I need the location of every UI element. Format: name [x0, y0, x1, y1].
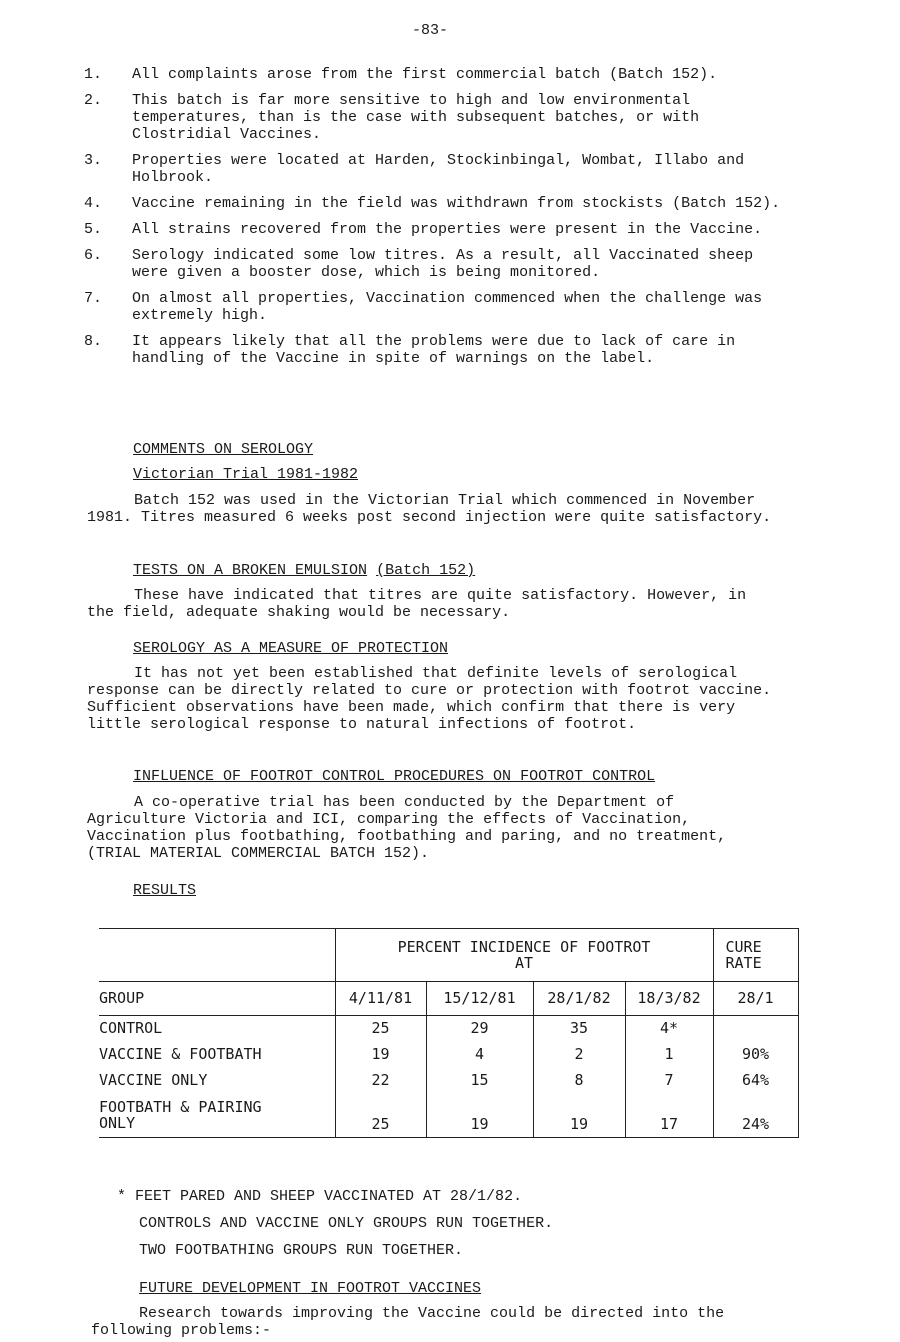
cure-cell: [713, 1016, 798, 1042]
influence-heading: INFLUENCE OF FOOTROT CONTROL PROCEDURES ON FOOTROT CONTROL: [133, 768, 656, 785]
table-row: [99, 1042, 798, 1068]
future-text: Research towards improving the Vaccine could be directed into the following problems:-: [91, 1305, 725, 1339]
item-text: All complaints arose from the first commercial batch (Batch 152).: [132, 66, 718, 83]
broken-emulsion-batch: (Batch 152): [376, 562, 476, 579]
page-number: -83-: [411, 22, 448, 39]
item-number: 4.: [84, 195, 103, 212]
item-text: Properties were located at Harden, Stockinbingal, Wombat, Illabo and Holbrook.: [132, 152, 745, 186]
item-text: Vaccine remaining in the field was withdrawn from stockists (Batch 152).: [132, 195, 781, 212]
findings-list: [84, 66, 784, 376]
note-line: TWO FOOTBATHING GROUPS RUN TOGETHER.: [139, 1242, 464, 1259]
value-cell: 22: [335, 1068, 426, 1094]
future-heading: FUTURE DEVELOPMENT IN FOOTROT VACCINES: [139, 1280, 482, 1297]
results-heading: RESULTS: [133, 882, 197, 899]
item-text: On almost all properties, Vaccination commenced when the challenge was extremely high.: [132, 290, 763, 324]
date-header: 4/11/81: [335, 982, 426, 1016]
incidence-header: [335, 929, 713, 982]
cure-rate-header-text: CURE RATE: [725, 938, 762, 972]
list-item: [84, 333, 784, 367]
list-item: [84, 152, 784, 186]
cure-date-header: 28/1: [713, 982, 798, 1016]
value-cell: 15: [426, 1068, 533, 1094]
influence-text: A co-operative trial has been conducted by the Department of Agriculture Victoria and ICI, comparing the effects of Vaccination, Vaccination plus footbathing, footbathing and paring, and no treatment, (TRIAL MATERIAL COMMERCIAL BATCH 152).: [87, 794, 727, 862]
broken-emulsion-heading: [133, 562, 475, 579]
item-text: This batch is far more sensitive to high and low environmental temperatures, than is the case with subsequent batches, or with Clostridial Vaccines.: [132, 92, 700, 143]
group-cell: VACCINE ONLY: [99, 1071, 208, 1089]
comments-heading: COMMENTS ON SEROLOGY: [133, 441, 314, 458]
victorian-trial-text: Batch 152 was used in the Victorian Trial which commenced in November 1981. Titres measured 6 weeks post second injection were quite satisfactory.: [87, 492, 772, 526]
value-cell: 19: [533, 1094, 625, 1138]
date-header: 28/1/82: [533, 982, 625, 1016]
broken-emulsion-text: These have indicated that titres are quite satisfactory. However, in the field, adequate shaking would be necessary.: [87, 587, 747, 621]
value-cell: 29: [426, 1016, 533, 1042]
item-text: All strains recovered from the properties were present in the Vaccine.: [132, 221, 763, 238]
value-cell: 25: [335, 1094, 426, 1138]
broken-emulsion-title: TESTS ON A BROKEN EMULSION: [133, 562, 368, 579]
group-cell-text: FOOTBATH & PAIRING ONLY: [99, 1098, 262, 1133]
group-cell: [99, 1094, 335, 1138]
cure-cell: 64%: [713, 1068, 798, 1094]
value-cell: 7: [625, 1068, 713, 1094]
list-item: [84, 247, 784, 281]
item-text: It appears likely that all the problems were due to lack of care in handling of the Vaccine in spite of warnings on the label.: [132, 333, 736, 367]
table-corner: [99, 929, 335, 982]
value-cell: 17: [625, 1094, 713, 1138]
results-table: [99, 928, 799, 1138]
value-cell: 4: [426, 1042, 533, 1068]
date-header: 15/12/81: [426, 982, 533, 1016]
cure-cell: 90%: [713, 1042, 798, 1068]
table-row: [99, 1068, 798, 1094]
table-row: [99, 1016, 798, 1042]
cure-cell: 24%: [713, 1094, 798, 1138]
item-number: 5.: [84, 221, 103, 238]
incidence-header-text: PERCENT INCIDENCE OF FOOTROT AT: [397, 938, 651, 972]
item-number: 3.: [84, 152, 103, 169]
group-header: GROUP: [99, 982, 335, 1016]
protection-text: It has not yet been established that definite levels of serological response can be directly related to cure or protection with footrot vaccine. Sufficient observations have been made, which confirm that there is very little serological response to natural infections of footrot.: [87, 665, 772, 733]
item-number: 1.: [84, 66, 103, 83]
note-footnote: * FEET PARED AND SHEEP VACCINATED AT 28/1/82.: [117, 1188, 523, 1205]
value-cell: 25: [335, 1016, 426, 1042]
value-cell: 4*: [625, 1016, 713, 1042]
value-cell: 19: [426, 1094, 533, 1138]
list-item: [84, 195, 784, 212]
table-notes: [117, 1188, 717, 1269]
value-cell: 19: [335, 1042, 426, 1068]
list-item: [84, 92, 784, 143]
group-cell: CONTROL: [99, 1019, 163, 1038]
list-item: [84, 66, 784, 83]
value-cell: 35: [533, 1016, 625, 1042]
list-item: [84, 290, 784, 324]
protection-heading: SEROLOGY AS A MEASURE OF PROTECTION: [133, 640, 449, 657]
value-cell: 2: [533, 1042, 625, 1068]
list-item: [84, 221, 784, 238]
note-line: CONTROLS AND VACCINE ONLY GROUPS RUN TOGETHER.: [139, 1215, 554, 1232]
item-number: 2.: [84, 92, 103, 109]
item-number: 8.: [84, 333, 103, 350]
cure-rate-header: [713, 929, 798, 982]
group-cell: VACCINE & FOOTBATH: [99, 1045, 262, 1063]
item-number: 7.: [84, 290, 103, 307]
item-text: Serology indicated some low titres. As a result, all Vaccinated sheep were given a booster dose, which is being monitored.: [132, 247, 754, 281]
victorian-trial-heading: Victorian Trial 1981-1982: [133, 466, 359, 483]
table-row: [99, 1094, 798, 1138]
value-cell: 1: [625, 1042, 713, 1068]
value-cell: 8: [533, 1068, 625, 1094]
date-header: 18/3/82: [625, 982, 713, 1016]
item-number: 6.: [84, 247, 103, 264]
